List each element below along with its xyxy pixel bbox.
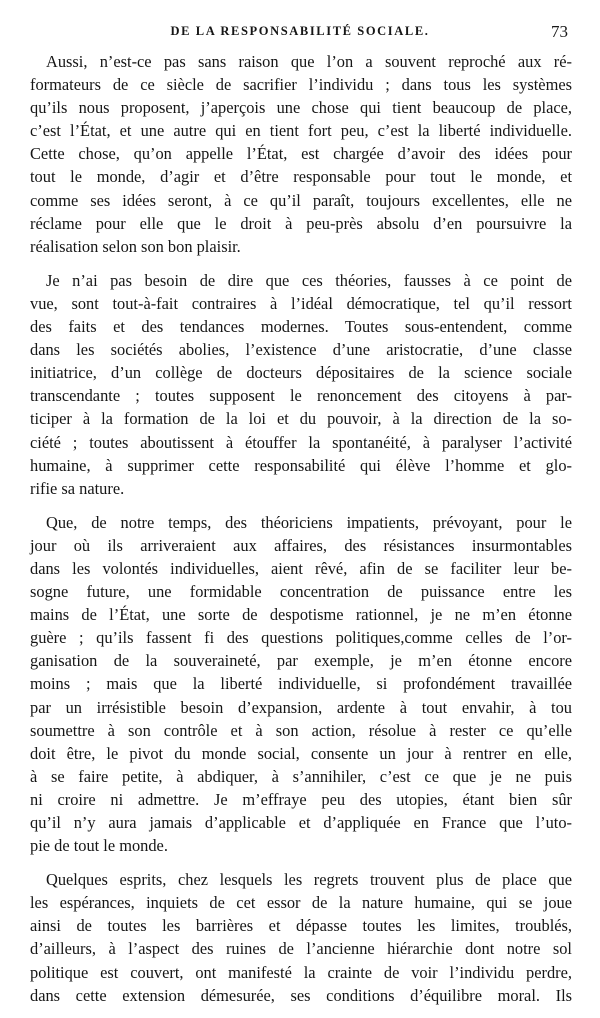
text-line: à se faire petite, à abdiquer, à s’annihiler, c’est ce que je ne puis [30, 766, 572, 786]
paragraph [30, 269, 572, 500]
text-line: transcendante ; toutes supposent le renoncement des citoyens à par- [30, 386, 572, 406]
page-number: 73 [551, 22, 568, 41]
text-line: Je n’ai pas besoin de dire que ces théories, fausses à ce point de [46, 270, 572, 290]
text-line: Aussi, n’est-ce pas sans raison que l’on a souvent reproché aux ré- [46, 52, 572, 71]
text-line: pie de tout le monde. [30, 836, 168, 856]
text-line: sogne future, une formidable concentration de puissance entre les [30, 582, 572, 602]
body-text [30, 50, 572, 1018]
text-line: rifie sa nature. [30, 478, 125, 498]
paragraph [30, 50, 572, 258]
text-line: qu’ils nous proposent, j’aperçois une chose qui tient beaucoup de place, [30, 98, 572, 118]
text-line: guère ; qu’ils fassent fi des questions politiques,comme celles de l’or- [30, 628, 572, 648]
text-line: mains de l’État, une sorte de despotisme rationnel, je ne m’en étonne [30, 605, 572, 625]
text-line: politique est couvert, ont manifesté la crainte de voir l’individu perdre, [30, 962, 572, 982]
paragraph [30, 868, 572, 1007]
text-line: comme ses idées seront, à ce qu’il paraît, toujours excellentes, elle ne [30, 190, 572, 210]
text-line: des faits et des tendances modernes. Toutes sous-entendent, comme [30, 317, 572, 337]
running-head [30, 24, 570, 46]
text-line: c’est l’État, et une autre qui en tient fort peu, c’est la liberté individuelle. [30, 121, 572, 141]
text-line: dans cette extension démesurée, ses conditions d’équilibre moral. Ils [30, 985, 572, 1005]
text-line: moins ; mais que la liberté individuelle, si profondément travaillée [30, 674, 572, 694]
text-line: doit être, le pivot du monde social, consente un jour à rentrer en elle, [30, 743, 572, 763]
text-line: jour où ils arriveraient aux affaires, des résistances insurmontables [30, 535, 572, 555]
text-line: dans les volontés individuelles, aient rêvé, afin de se faciliter leur be- [30, 558, 572, 578]
running-title: DE LA RESPONSABILITÉ SOCIALE. [170, 24, 430, 38]
text-line: qu’il n’y aura jamais d’applicable et d’appliquée en France que l’uto- [30, 813, 572, 832]
text-line: réalisation selon son bon plaisir. [30, 236, 241, 256]
text-line: ganisation de la souveraineté, par exemple, je m’en étonne encore [30, 651, 572, 671]
text-line: ainsi de toutes les barrières et dépasse toutes les limites, troublés, [30, 916, 572, 936]
text-line: ciété ; toutes aboutissent à étouffer la spontanéité, à paralyser l’activité [30, 432, 572, 452]
text-line: Quelques esprits, chez lesquels les regrets trouvent plus de place que [46, 870, 572, 890]
paragraph [30, 511, 572, 857]
text-line: initiatrice, d’un collège de docteurs dépositaires de la science sociale [30, 363, 572, 383]
text-line: ticiper à la formation de la loi et du pouvoir, à la direction de la so- [30, 409, 572, 429]
text-line: par un irrésistible besoin d’expansion, ardente à tout envahir, à tou [30, 697, 572, 717]
text-line: formateurs de ce siècle de sacrifier l’individu ; dans tous les systèmes [30, 75, 572, 95]
text-line: réclame pour elle que le droit à peu-près absolu d’en poursuivre la [30, 213, 572, 233]
text-line: soumettre à son contrôle et à son action, résolue à rester ce qu’elle [30, 720, 572, 740]
text-line: Cette chose, qu’on appelle l’État, est chargée d’avoir des idées pour [30, 144, 572, 164]
text-line: humaine, à supprimer cette responsabilité qui élève l’homme et glo- [30, 455, 572, 475]
text-line: dans les sociétés abolies, l’existence d’une aristocratie, d’une classe [30, 340, 572, 360]
text-line: tout le monde, d’agir et d’être responsable pour tout le monde, et [30, 167, 572, 187]
text-line: Que, de notre temps, des théoriciens impatients, prévoyant, pour le [46, 512, 572, 532]
text-line: d’ailleurs, à l’aspect des ruines de l’ancienne hiérarchie dont notre sol [30, 939, 572, 959]
text-line: vue, sont tout-à-fait contraires à l’idéal démocratique, tel qu’il ressort [30, 293, 572, 313]
text-line: les espérances, inquiets de cet essor de la nature humaine, qui se joue [30, 893, 572, 913]
text-line: ni croire ni admettre. Je m’effraye peu des utopies, étant bien sûr [30, 789, 572, 809]
